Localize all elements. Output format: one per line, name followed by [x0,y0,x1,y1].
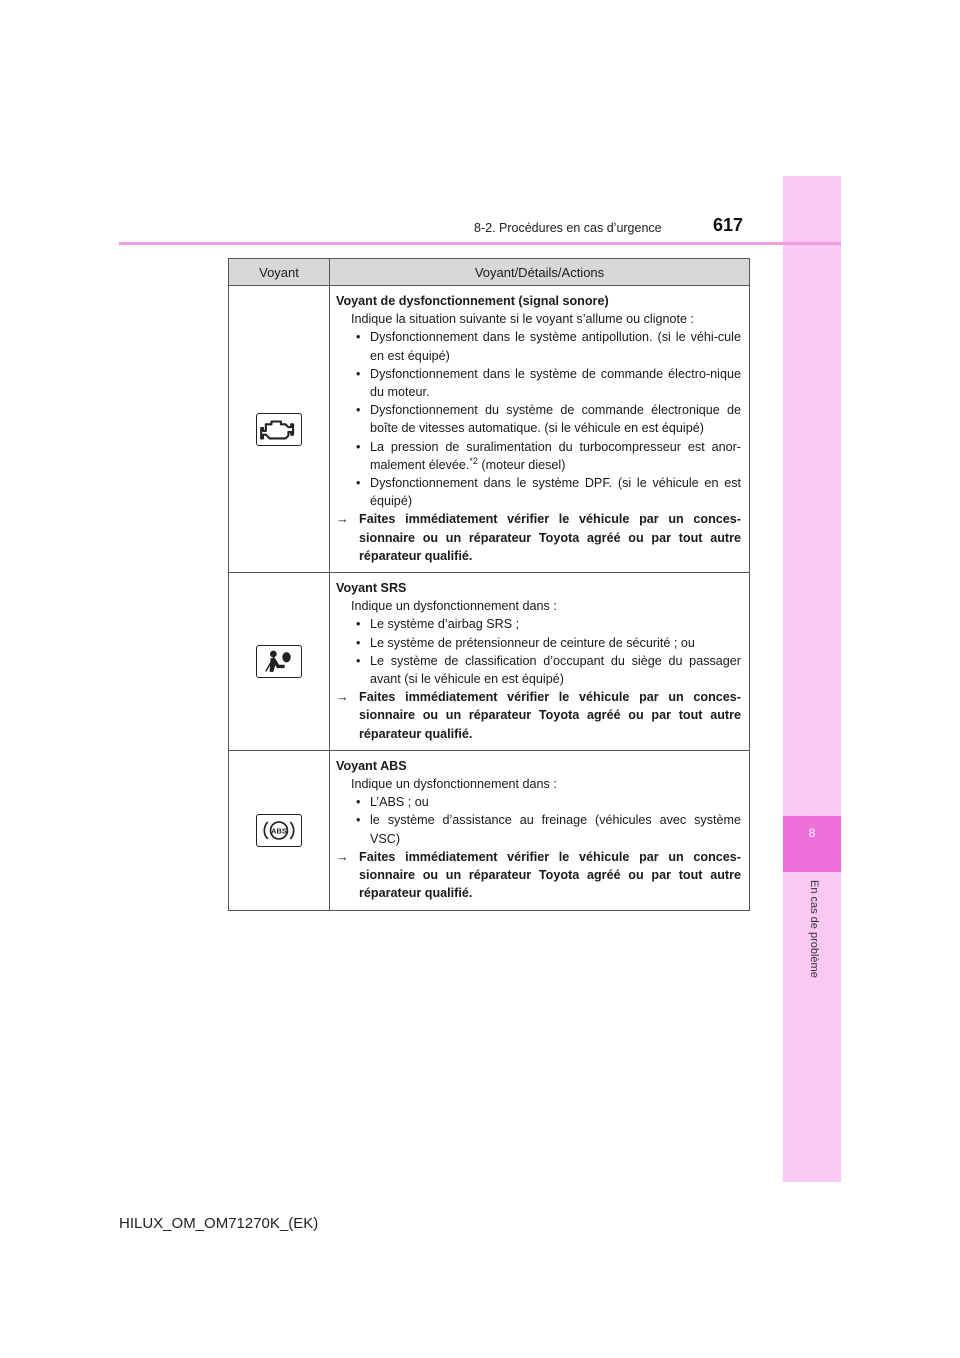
chapter-title: En cas de problème [808,880,820,978]
abs-icon-label: ABS [271,826,287,836]
arrow-icon: → [336,512,349,527]
footnote-ref: *2 [469,455,478,466]
details-cell [330,750,750,910]
warning-intro: Indique la situation suivante si le voyant s’allume ou clignote : [351,312,695,327]
column-header-details: Voyant/Détails/Actions [330,259,750,286]
icon-cell [229,750,330,910]
list-item: • Dysfonctionnement dans le système DPF. (si le véhicule en est équipé) [356,476,741,509]
icon-cell [229,286,330,573]
list-item: • Dysfonctionnement dans le système antipollution. (si le véhi-cule en est équipé) [356,330,741,363]
list-item: • le système d’assistance au freinage (véhicules avec système VSC) [356,813,741,846]
arrow-icon: → [336,849,349,864]
arrow-icon: → [336,690,349,705]
header-rule [119,242,841,245]
list-item: • Dysfonctionnement dans le système de commande électro-nique du moteur. [356,366,741,400]
warning-intro: Indique un dysfonctionnement dans : [351,777,557,792]
abs-icon [256,814,302,847]
warning-action: → Faites immédiatement vérifier le véhicule par un conces-sionnaire ou un réparateur Toyota agréé ou par tout autre réparateur qualifié. [336,512,741,563]
section-title: 8-2. Procédures en cas d’urgence [474,221,662,235]
icon-cell [229,573,330,751]
warning-title: Voyant SRS [336,581,407,596]
warning-items [336,793,741,848]
warning-items [336,328,741,510]
list-item: • L’ABS ; ou [356,795,429,810]
table-row [229,573,750,751]
list-item: • La pression de suralimentation du turbocompresseur est anor-malement élevée.$^{*2}$ (moteur diesel) [356,439,741,472]
list-item: • Le système de prétensionneur de ceinture de sécurité ; ou [356,635,695,650]
check-engine-icon [256,413,302,446]
warning-title: Voyant ABS [336,758,407,773]
table-header-row [229,259,750,286]
warning-items [336,615,741,688]
details-cell [330,573,750,751]
page-number: 617 [713,215,744,235]
warning-action: → Faites immédiatement vérifier le véhicule par un conces-sionnaire ou un réparateur Toyota agréé ou par tout autre réparateur qualifié. [336,690,741,741]
list-item: • Le système d’airbag SRS ; [356,617,520,632]
table-row [229,286,750,573]
warning-lights-table [228,258,750,911]
details-cell [330,286,750,573]
table-row [229,750,750,910]
warning-intro: Indique un dysfonctionnement dans : [351,599,557,614]
chapter-number-tab [783,816,841,872]
list-item: • Dysfonctionnement du système de commande électronique de boîte de vitesses automatique. (si le véhicule en est équipé) [356,403,741,436]
list-item: • Le système de classification d’occupant du siège du passager avant (si le véhicule en est équipé) [356,653,741,687]
srs-airbag-icon [256,645,302,678]
column-header-light: Voyant [229,259,330,286]
chapter-number: 8 [808,826,816,840]
warning-title: Voyant de dysfonctionnement (signal sonore) [336,294,609,308]
warning-action: → Faites immédiatement vérifier le véhicule par un conces-sionnaire ou un réparateur Toyota agréé ou par tout autre réparateur qualifié. [336,849,741,901]
chapter-side-strip [783,176,841,1182]
document-code: HILUX_OM_OM71270K_(EK) [119,1215,319,1232]
